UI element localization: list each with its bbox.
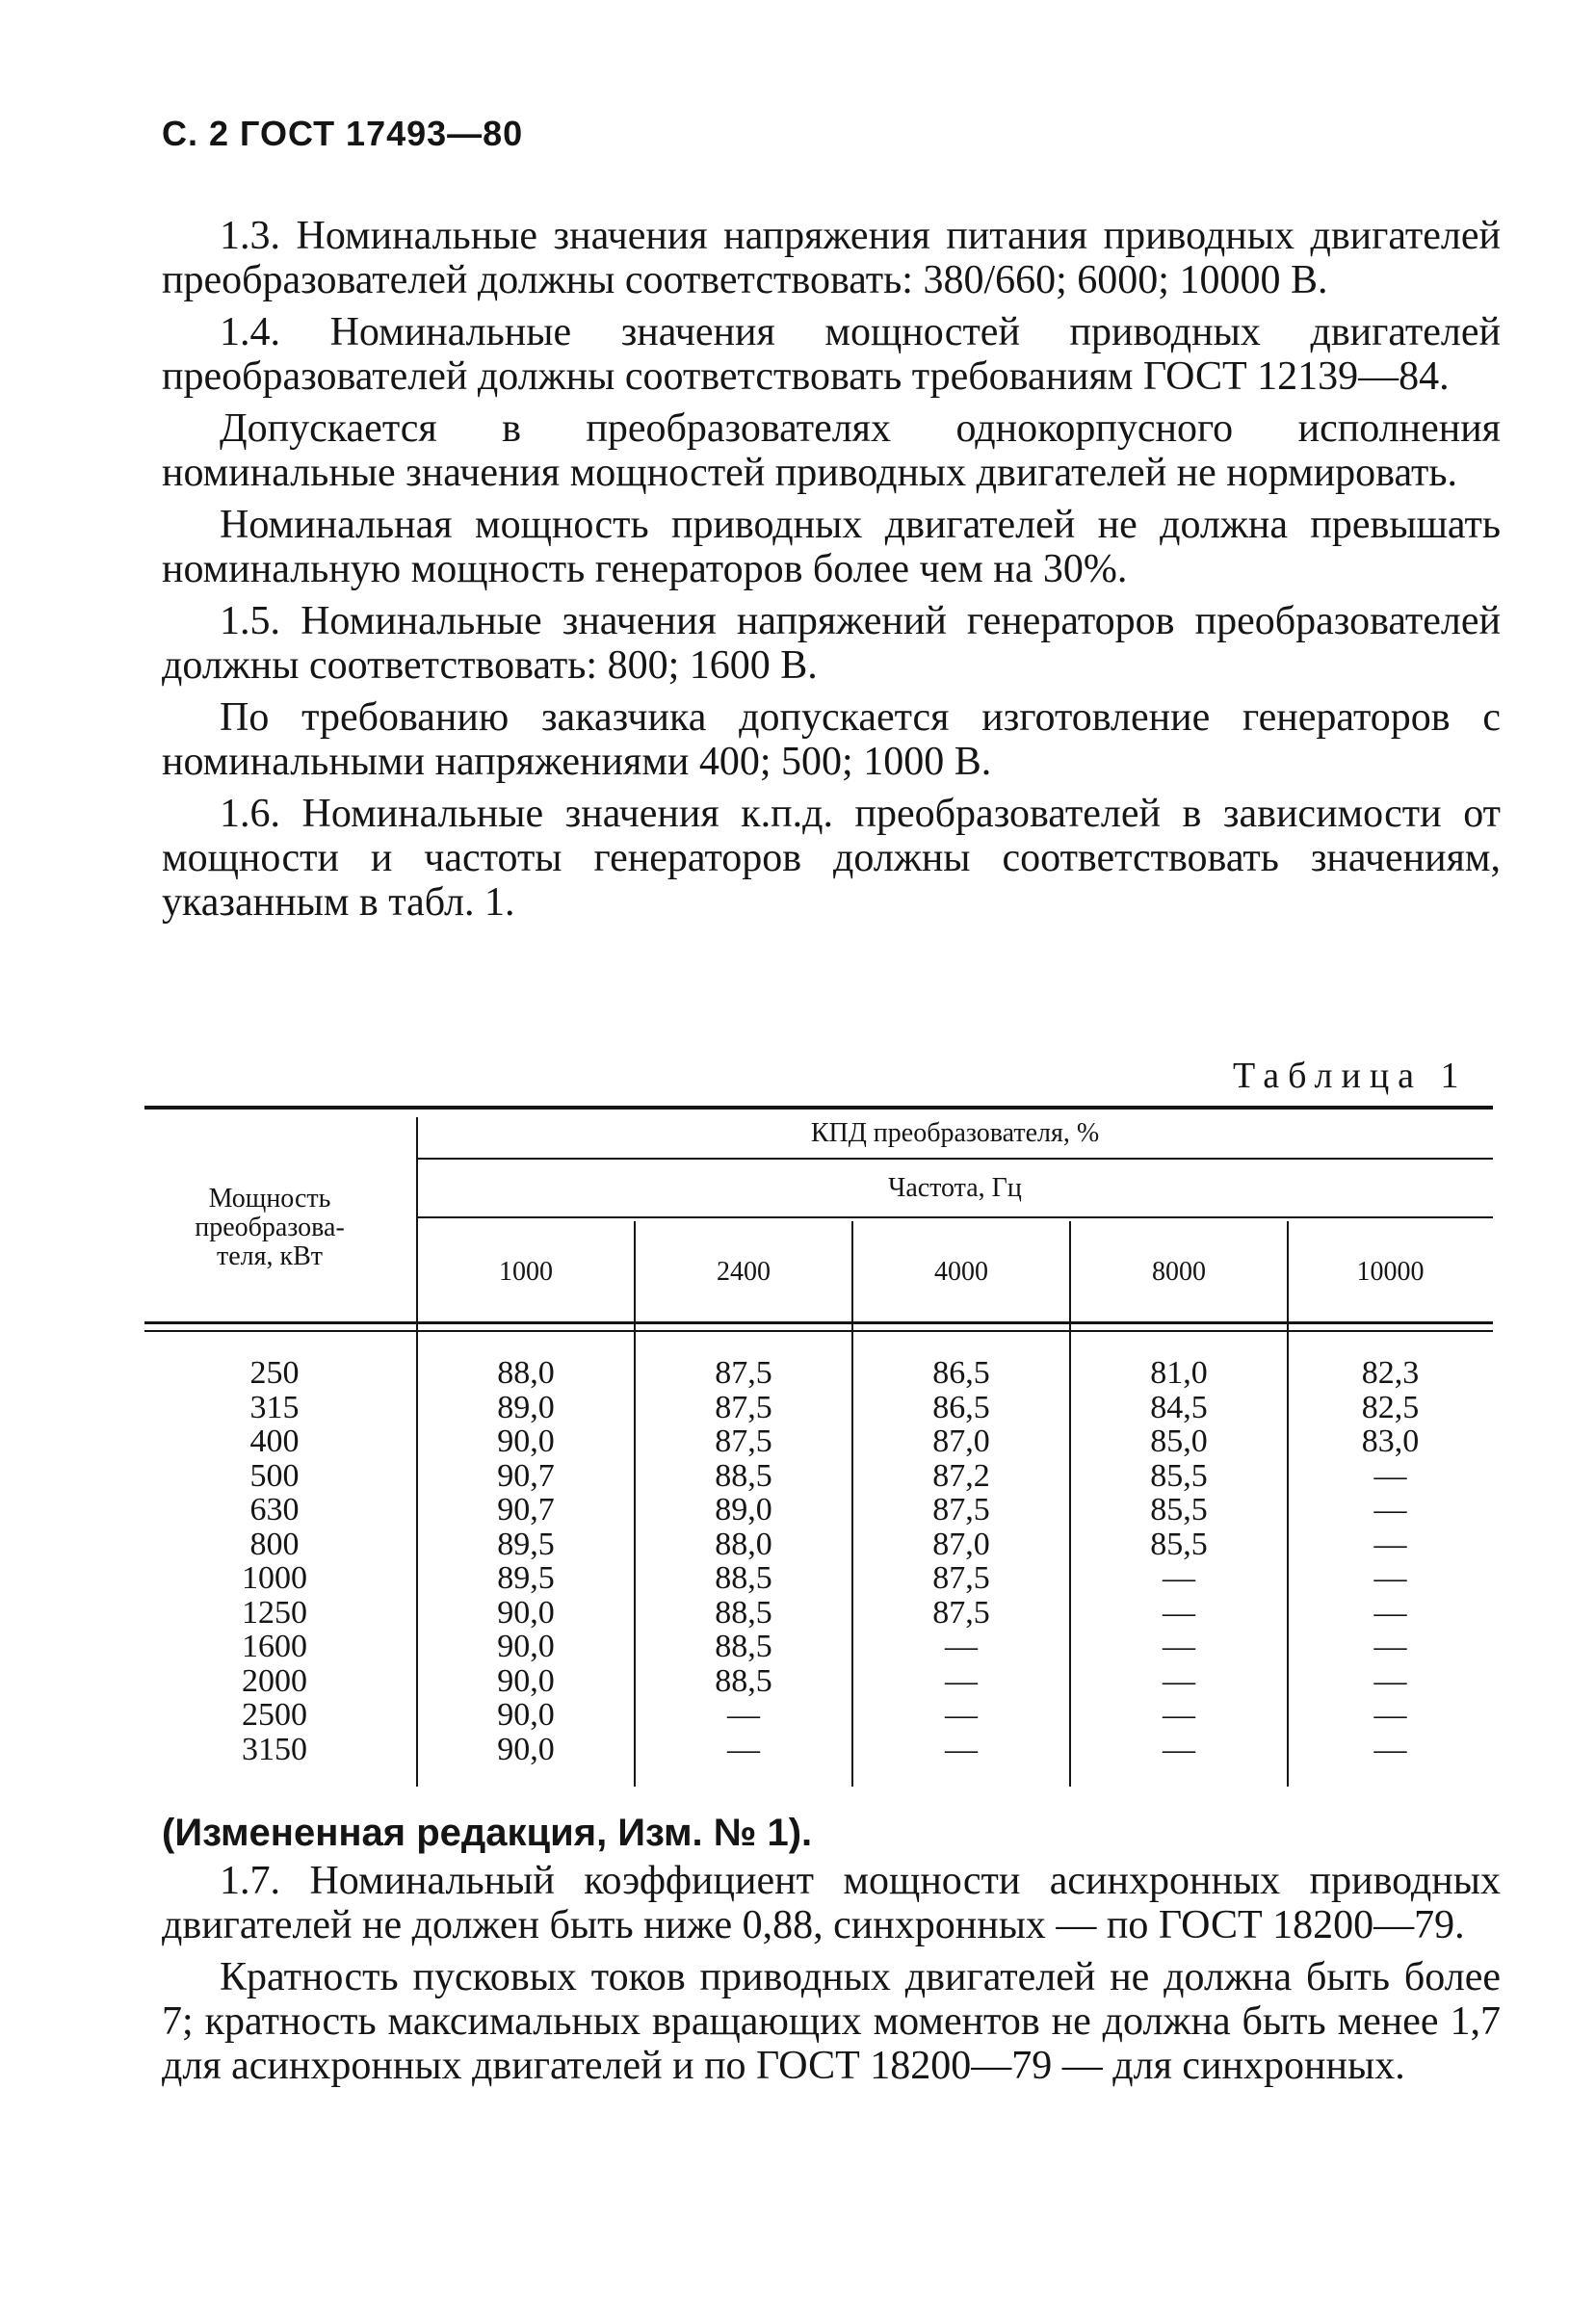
table-title: Таблица 1 <box>1233 1056 1468 1096</box>
efficiency-cell: — <box>1163 1560 1195 1596</box>
efficiency-cell: 86,5 <box>932 1389 990 1425</box>
efficiency-cell: 86,5 <box>932 1355 990 1391</box>
efficiency-cell: — <box>945 1662 978 1699</box>
efficiency-cell: 88,5 <box>715 1629 772 1664</box>
efficiency-cell: — <box>1373 1560 1407 1596</box>
power-cell: 3150 <box>242 1731 307 1767</box>
paragraph: Номинальная мощность приводных двигателей не должна превышать номинальную мощность генераторов более чем на 30%. <box>162 503 1501 591</box>
frequency-column-header: 10000 <box>1356 1257 1425 1287</box>
efficiency-cell: 90,0 <box>497 1594 555 1631</box>
efficiency-cell: — <box>1373 1594 1407 1631</box>
efficiency-cell: — <box>945 1697 978 1733</box>
efficiency-cell: — <box>945 1731 978 1767</box>
efficiency-cell: — <box>1373 1731 1407 1767</box>
group-header-label: КПД преобразователя, % <box>810 1118 1100 1148</box>
efficiency-cell: 84,5 <box>1150 1389 1208 1425</box>
power-cell: 315 <box>249 1389 300 1425</box>
efficiency-cell: 87,5 <box>932 1560 990 1596</box>
efficiency-cell: 88,5 <box>715 1560 772 1596</box>
efficiency-cell: — <box>727 1697 760 1733</box>
efficiency-cell: 89,0 <box>497 1389 555 1425</box>
efficiency-cell: 88,5 <box>715 1594 772 1631</box>
paragraph: По требованию заказчика допускается изготовление генераторов с номинальными напряжениями 400; 500; 1000 В. <box>162 695 1501 784</box>
efficiency-cell: 90,0 <box>497 1697 555 1733</box>
efficiency-cell: — <box>727 1731 760 1767</box>
efficiency-cell: 85,5 <box>1150 1526 1208 1562</box>
power-cell: 250 <box>249 1355 300 1391</box>
efficiency-cell: — <box>1163 1697 1195 1733</box>
efficiency-cell: — <box>1163 1594 1195 1631</box>
efficiency-cell: 90,7 <box>497 1457 555 1494</box>
efficiency-cell: 87,5 <box>932 1594 990 1631</box>
power-cell: 800 <box>249 1526 300 1562</box>
efficiency-cell: — <box>1373 1662 1407 1699</box>
table-top-rule <box>144 1106 1493 1110</box>
efficiency-cell: 87,0 <box>932 1423 990 1459</box>
efficiency-cell: 82,3 <box>1361 1355 1420 1391</box>
amendment-note: (Измененная редакция, Изм. № 1). <box>162 1812 813 1854</box>
efficiency-cell: — <box>1373 1457 1407 1494</box>
frequency-column-header: 1000 <box>499 1257 553 1287</box>
efficiency-cell: 90,0 <box>497 1629 555 1664</box>
frequency-column-header: 4000 <box>934 1257 988 1287</box>
efficiency-cell: 90,7 <box>497 1492 555 1528</box>
header-bottom-rule <box>144 1321 1493 1324</box>
efficiency-cell: — <box>1373 1526 1407 1562</box>
efficiency-cell: 85,0 <box>1150 1423 1208 1459</box>
efficiency-cell: 88,5 <box>715 1662 772 1699</box>
header-bottom-rule-double <box>144 1330 1493 1332</box>
efficiency-cell: 88,0 <box>715 1526 772 1562</box>
power-cell: 400 <box>249 1423 300 1459</box>
group-header-rule <box>417 1158 1493 1160</box>
paragraph: 1.4. Номинальные значения мощностей приводных двигателей преобразователей должны соответствовать требованиям ГОСТ 12139—84. <box>162 310 1501 399</box>
efficiency-cell: 90,0 <box>497 1423 555 1459</box>
efficiency-cell: 85,5 <box>1150 1457 1208 1494</box>
efficiency-cell: 81,0 <box>1150 1355 1208 1391</box>
paragraph: Допускается в преобразователях однокорпусного исполнения номинальные значения мощностей приводных двигателей не нормировать. <box>162 406 1501 495</box>
subgroup-header-label: Частота, Гц <box>888 1173 1022 1203</box>
efficiency-cell: 89,5 <box>497 1560 555 1596</box>
power-cell: 1250 <box>242 1594 307 1631</box>
power-cell: 630 <box>249 1492 300 1528</box>
frequency-column-header: 2400 <box>717 1257 771 1287</box>
efficiency-cell: 88,5 <box>715 1457 772 1494</box>
efficiency-cell: 87,5 <box>715 1423 772 1459</box>
paragraph: 1.3. Номинальные значения напряжения питания приводных двигателей преобразователей должны соответствовать: 380/660; 6000; 10000 В. <box>162 214 1501 302</box>
power-cell: 1000 <box>242 1560 307 1596</box>
efficiency-cell: 82,5 <box>1361 1389 1420 1425</box>
efficiency-cell: — <box>1163 1731 1195 1767</box>
efficiency-cell: 85,5 <box>1150 1492 1208 1528</box>
efficiency-cell: 90,0 <box>497 1731 555 1767</box>
efficiency-cell: — <box>1373 1629 1407 1664</box>
row-header-label: Мощность преобразова-теля, кВт <box>195 1184 345 1271</box>
paragraph: 1.6. Номинальные значения к.п.д. преобразователей в зависимости от мощности и частоты генераторов должны соответствовать значениям, указанным в табл. 1. <box>162 792 1501 925</box>
power-cell: 1600 <box>242 1629 307 1664</box>
power-cell: 2500 <box>242 1697 307 1733</box>
page-header: С. 2 ГОСТ 17493—80 <box>162 114 524 153</box>
body-text-before-table <box>162 214 1501 932</box>
power-cell: 2000 <box>242 1662 307 1699</box>
efficiency-cell: — <box>1163 1662 1195 1699</box>
efficiency-cell: 89,0 <box>715 1492 772 1528</box>
efficiency-cell: — <box>1373 1697 1407 1733</box>
efficiency-cell: — <box>1373 1492 1407 1528</box>
power-cell: 500 <box>249 1457 300 1494</box>
subgroup-header-rule <box>417 1216 1493 1218</box>
frequency-column-header: 8000 <box>1152 1257 1206 1287</box>
paragraph: 1.7. Номинальный коэффициент мощности асинхронных приводных двигателей не должен быть ниже 0,88, синхронных — по ГОСТ 18200—79. <box>162 1859 1501 1947</box>
efficiency-cell: — <box>945 1629 978 1664</box>
efficiency-cell: 83,0 <box>1361 1423 1420 1459</box>
efficiency-cell: — <box>1163 1629 1195 1664</box>
efficiency-cell: 88,0 <box>497 1355 555 1391</box>
paragraph: 1.5. Номинальные значения напряжений генераторов преобразователей должны соответствовать: 800; 1600 В. <box>162 599 1501 688</box>
body-text-after-table <box>162 1811 1501 2096</box>
efficiency-cell: 87,5 <box>932 1492 990 1528</box>
efficiency-cell: 87,0 <box>932 1526 990 1562</box>
efficiency-cell: 87,5 <box>715 1355 772 1391</box>
paragraph: Кратность пусковых токов приводных двигателей не должна быть более 7; кратность максимальных вращающих моментов не должна быть менее 1,7 для асинхронных двигателей и по ГОСТ 18200—79 — для синхронных. <box>162 1955 1501 2088</box>
efficiency-cell: 87,2 <box>932 1457 990 1494</box>
efficiency-cell: 90,0 <box>497 1662 555 1699</box>
efficiency-cell: 89,5 <box>497 1526 555 1562</box>
efficiency-cell: 87,5 <box>715 1389 772 1425</box>
